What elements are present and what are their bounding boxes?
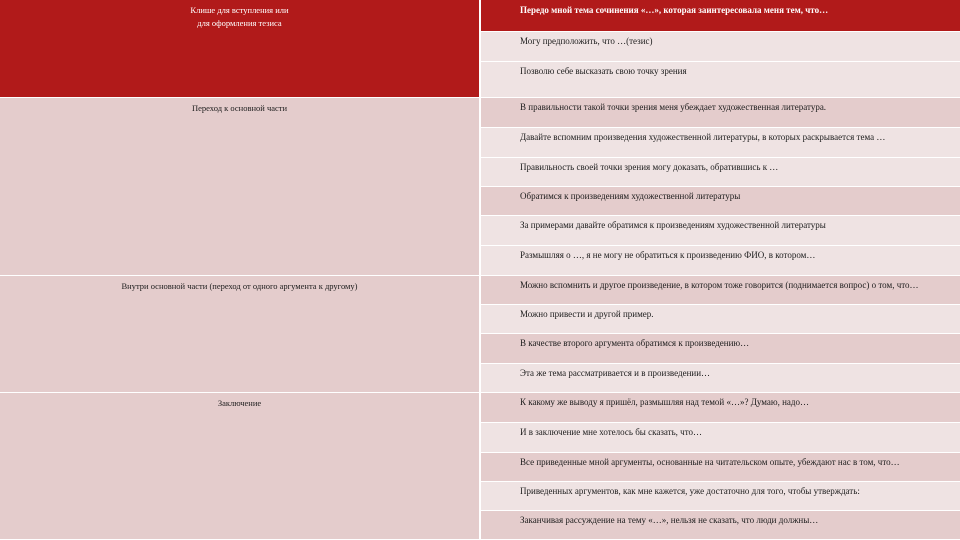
phrase-row [481,482,960,511]
phrase-text: К какому же выводу я пришёл, размышляя над темой «…»? Думаю, надо… [520,397,809,407]
phrase-text: Приведенных аргументов, как мне кажется, уже достаточно для того, чтобы утверждать: [520,486,860,496]
section-intro-cell [0,0,480,98]
phrase-row [481,98,960,128]
section-transition-label: Переход к основной части [191,103,288,113]
phrase-row [481,393,960,423]
section-transition-cell [0,98,480,276]
phrase-row [481,334,960,364]
phrase-text: Давайте вспомним произведения художественной литературы, в которых раскрывается тема … [520,132,886,142]
section-conclusion-cell [0,393,480,540]
phrase-text: Могу предположить, что …(тезис) [520,36,653,46]
phrase-row [481,511,960,540]
phrase-row [481,62,960,98]
phrase-text: Позволю себе высказать свою точку зрения [520,66,687,76]
phrase-text: Можно привести и другой пример. [520,309,654,319]
phrase-text: Правильность своей точки зрения могу доказать, обратившись к … [520,162,779,172]
phrase-text: В качестве второго аргумента обратимся к произведению… [520,338,750,348]
phrase-row [481,453,960,482]
phrase-text: Размышляя о …, я не могу не обратиться к произведению ФИО, в котором… [520,250,816,260]
phrase-row [481,305,960,334]
section-conclusion-label: Заключение [217,398,262,408]
header-phrase: Передо мной тема сочинения «…», которая заинтересовала меня тем, что… [520,5,829,15]
phrase-text: Все приведенные мной аргументы, основанные на читательском опыте, убеждают нас в том, что… [520,457,900,467]
section-inner-cell [0,276,480,393]
phrase-row [481,216,960,246]
phrase-text: Можно вспомнить и другое произведение, в котором тоже говорится (поднимается вопрос) о том, что… [520,280,919,290]
phrase-row [481,246,960,276]
section-intro-label: Клише для вступления или для оформления тезиса [190,5,289,28]
phrase-text: И в заключение мне хотелось бы сказать, что… [520,427,703,437]
phrase-text: Эта же тема рассматривается и в произведении… [520,368,711,378]
header-phrase-cell [481,0,960,32]
phrase-row [481,276,960,305]
phrase-row [481,128,960,158]
phrase-row [481,423,960,453]
section-inner-label: Внутри основной части (переход от одного аргумента к другому) [121,281,358,291]
phrase-text: В правильности такой точки зрения меня убеждает художественная литература. [520,102,827,112]
phrase-row [481,187,960,216]
phrase-text: За примерами давайте обратимся к произведениям художественной литературы [520,220,826,230]
phrase-text: Заканчивая рассуждение на тему «…», нельзя не сказать, что люди должны… [520,515,819,525]
phrase-row [481,364,960,393]
phrase-row [481,158,960,187]
phrase-row [481,32,960,62]
phrase-text: Обратимся к произведениям художественной литературы [520,191,741,201]
